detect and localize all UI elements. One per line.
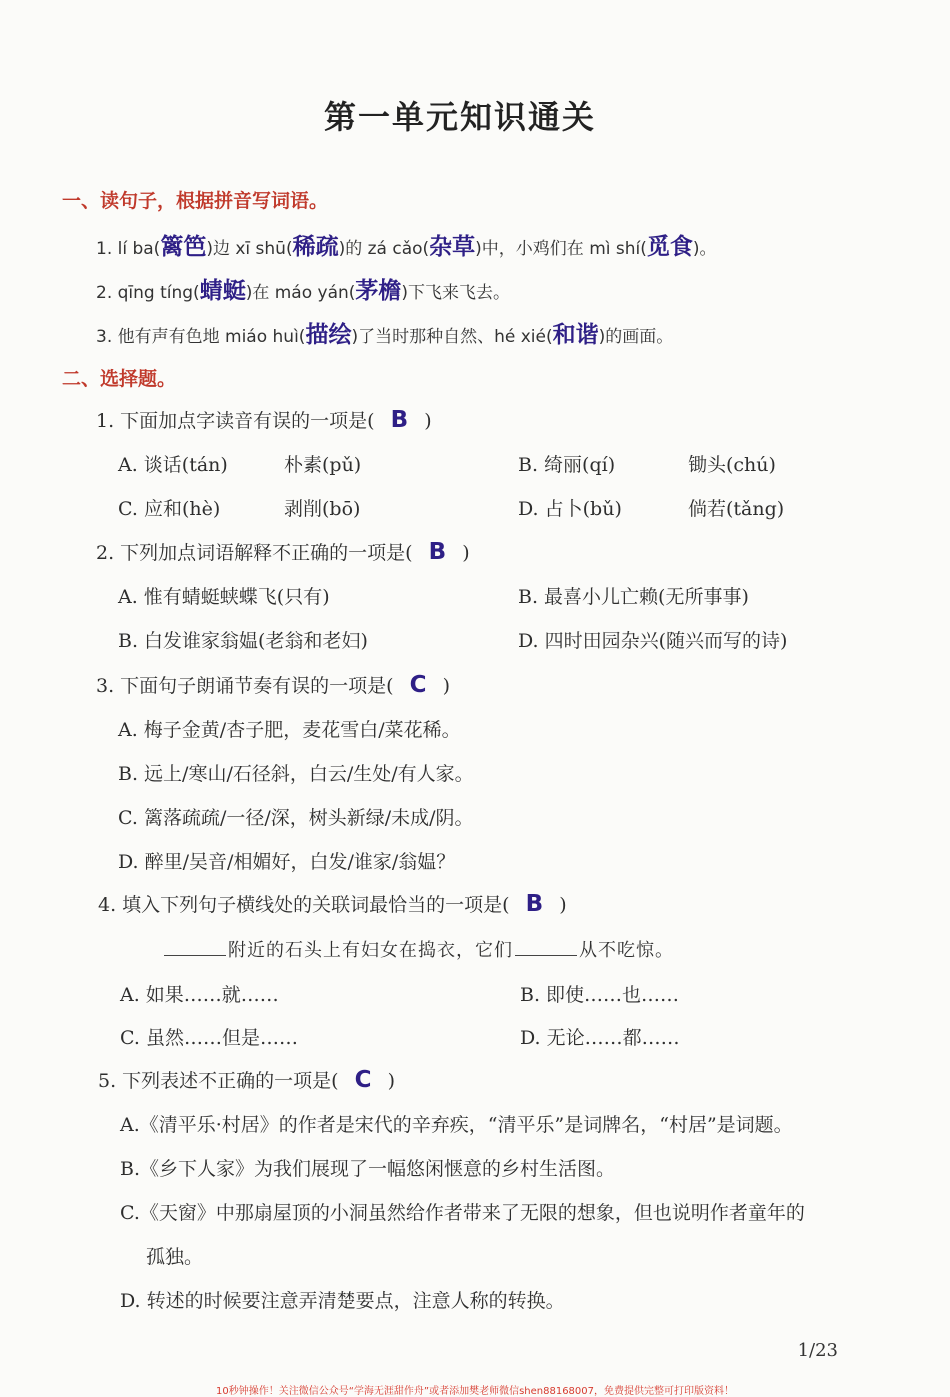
s1q3-text-b: )了当时那种自然、hé xié( (351, 327, 553, 347)
s2q1-option-c1: C. 应和(hè) (118, 498, 221, 520)
s1q2-text-a: 2. qīng tíng( (96, 283, 200, 303)
s2q4-blank-1 (164, 938, 226, 956)
s2-question-4-stem (98, 890, 567, 917)
s1q3-answer-2: 和谐 (552, 322, 599, 348)
s2q3-option-c: C. 篱落疏疏/一径/深，树头新绿/未成/阴。 (118, 807, 474, 829)
s1q3-answer-1: 描绘 (305, 322, 352, 348)
s2q1-option-c2: 剥削(bō) (284, 498, 361, 520)
s1q1-answer-3: 杂草 (429, 234, 476, 260)
s2q5-option-c-line2: 孤独。 (146, 1246, 204, 1268)
s2q5-option-a: A.《清平乐·村居》的作者是宋代的辛弃疾，“清平乐”是词牌名，“村居”是词题。 (120, 1114, 793, 1136)
s1-question-2 (96, 272, 510, 305)
s2q3-close: ) (442, 675, 450, 697)
s2q3-option-a: A. 梅子金黄/杏子肥，麦花雪白/菜花稀。 (118, 719, 461, 741)
s1q1-answer-4: 觅食 (646, 234, 693, 260)
section-heading-2: 二、选择题。 (62, 368, 177, 390)
s1q3-text-a: 3. 他有声有色地 miáo huì( (96, 327, 306, 347)
s2-question-1-stem (96, 406, 432, 433)
s2q4-sentence (162, 936, 674, 962)
s2q1-close: ) (424, 410, 432, 432)
s2-question-3-stem (96, 671, 450, 698)
s2q1-answer: B (390, 407, 409, 433)
s1q1-text-b: )边 xī shū( (206, 239, 293, 259)
s1q2-text-c: )下飞来飞去。 (401, 283, 511, 303)
s1q2-text-b: )在 máo yán( (245, 283, 356, 303)
s2q3-option-b: B. 远上/寒山/石径斜，白云/生处/有人家。 (118, 763, 474, 785)
s1q1-text-e: )。 (692, 239, 717, 259)
s2q3-answer: C (409, 672, 427, 698)
s2q1-stem: 1. 下面加点字读音有误的一项是( (96, 410, 375, 432)
s2q2-answer: B (428, 539, 447, 565)
s2q5-close: ) (387, 1070, 395, 1092)
s2q2-close: ) (462, 542, 470, 564)
s2-question-5-stem (98, 1066, 395, 1093)
s2q4-sentence-b: 从不吃惊。 (579, 940, 674, 961)
s2q3-option-d: D. 醉里/吴音/相媚好，白发/谁家/翁媪？ (118, 851, 456, 873)
s1-question-1 (96, 228, 717, 261)
s2q4-option-b: B. 即使……也…… (520, 984, 680, 1006)
s2q2-option-b-right: B. 最喜小儿亡赖(无所事事) (518, 586, 749, 608)
s2q1-option-a2: 朴素(pǔ) (284, 454, 362, 476)
s2q1-option-a1: A. 谈话(tán) (118, 454, 228, 476)
s2q1-option-d1: D. 占卜(bǔ) (518, 498, 622, 520)
s2q2-option-a: A. 惟有蜻蜓蛱蝶飞(只有) (118, 586, 330, 608)
s2q2-option-b-left: B. 白发谁家翁媪(老翁和老妇) (118, 630, 368, 652)
s1q2-answer-2: 茅檐 (355, 278, 402, 304)
s2q4-sentence-a: 附近的石头上有妇女在捣衣，它们 (228, 940, 513, 961)
s2q1-option-b2: 锄头(chú) (688, 454, 776, 476)
s2q5-stem: 5. 下列表述不正确的一项是( (98, 1070, 339, 1092)
s2q4-option-c: C. 虽然……但是…… (120, 1027, 298, 1049)
s2q1-option-d2: 倘若(tǎng) (688, 498, 785, 520)
s1q1-answer-2: 稀疏 (292, 234, 339, 260)
s2q5-option-d: D. 转述的时候要注意弄清楚要点，注意人称的转换。 (120, 1290, 565, 1312)
s2q4-option-a: A. 如果……就…… (120, 984, 279, 1006)
section-heading-1: 一、读句子，根据拼音写词语。 (62, 190, 329, 212)
s2q4-answer: B (525, 891, 544, 917)
s2q4-close: ) (559, 894, 567, 916)
s1q1-text-c: )的 zá cǎo( (338, 239, 430, 259)
s1q3-text-c: )的画面。 (598, 327, 674, 347)
s2q1-option-b1: B. 绮丽(qí) (518, 454, 616, 476)
s1q1-text-d: )中，小鸡们在 mì shí( (475, 239, 647, 259)
footer-note: 10秒钟操作！关注微信公众号“学海无涯甜作舟”或者添加樊老师微信shen88168007，免费提供完整可打印版资料！ (215, 1386, 735, 1397)
s1q2-answer-1: 蜻蜓 (199, 278, 246, 304)
s2q4-stem: 4. 填入下列句子横线处的关联词最恰当的一项是( (98, 894, 510, 916)
s1q1-text-a: 1. lí ba( (96, 239, 161, 259)
s2q5-option-b: B.《乡下人家》为我们展现了一幅悠闲惬意的乡村生活图。 (120, 1158, 616, 1180)
s2q4-blank-2 (515, 938, 577, 956)
s2q3-stem: 3. 下面句子朗诵节奏有误的一项是( (96, 675, 394, 697)
s1q1-answer-1: 篱笆 (160, 234, 207, 260)
s2q2-stem: 2. 下列加点词语解释不正确的一项是( (96, 542, 413, 564)
page-number: 1/23 (797, 1340, 838, 1361)
s2-question-2-stem (96, 538, 470, 565)
s2q4-option-d: D. 无论……都…… (520, 1027, 680, 1049)
s2q2-option-d: D. 四时田园杂兴(随兴而写的诗) (518, 630, 788, 652)
page-title: 第一单元知识通关 (323, 98, 596, 136)
s2q5-option-c-line1: C.《天窗》中那扇屋顶的小洞虽然给作者带来了无限的想象，但也说明作者童年的 (120, 1202, 805, 1224)
s1-question-3 (96, 316, 673, 349)
s2q5-answer: C (354, 1067, 372, 1093)
